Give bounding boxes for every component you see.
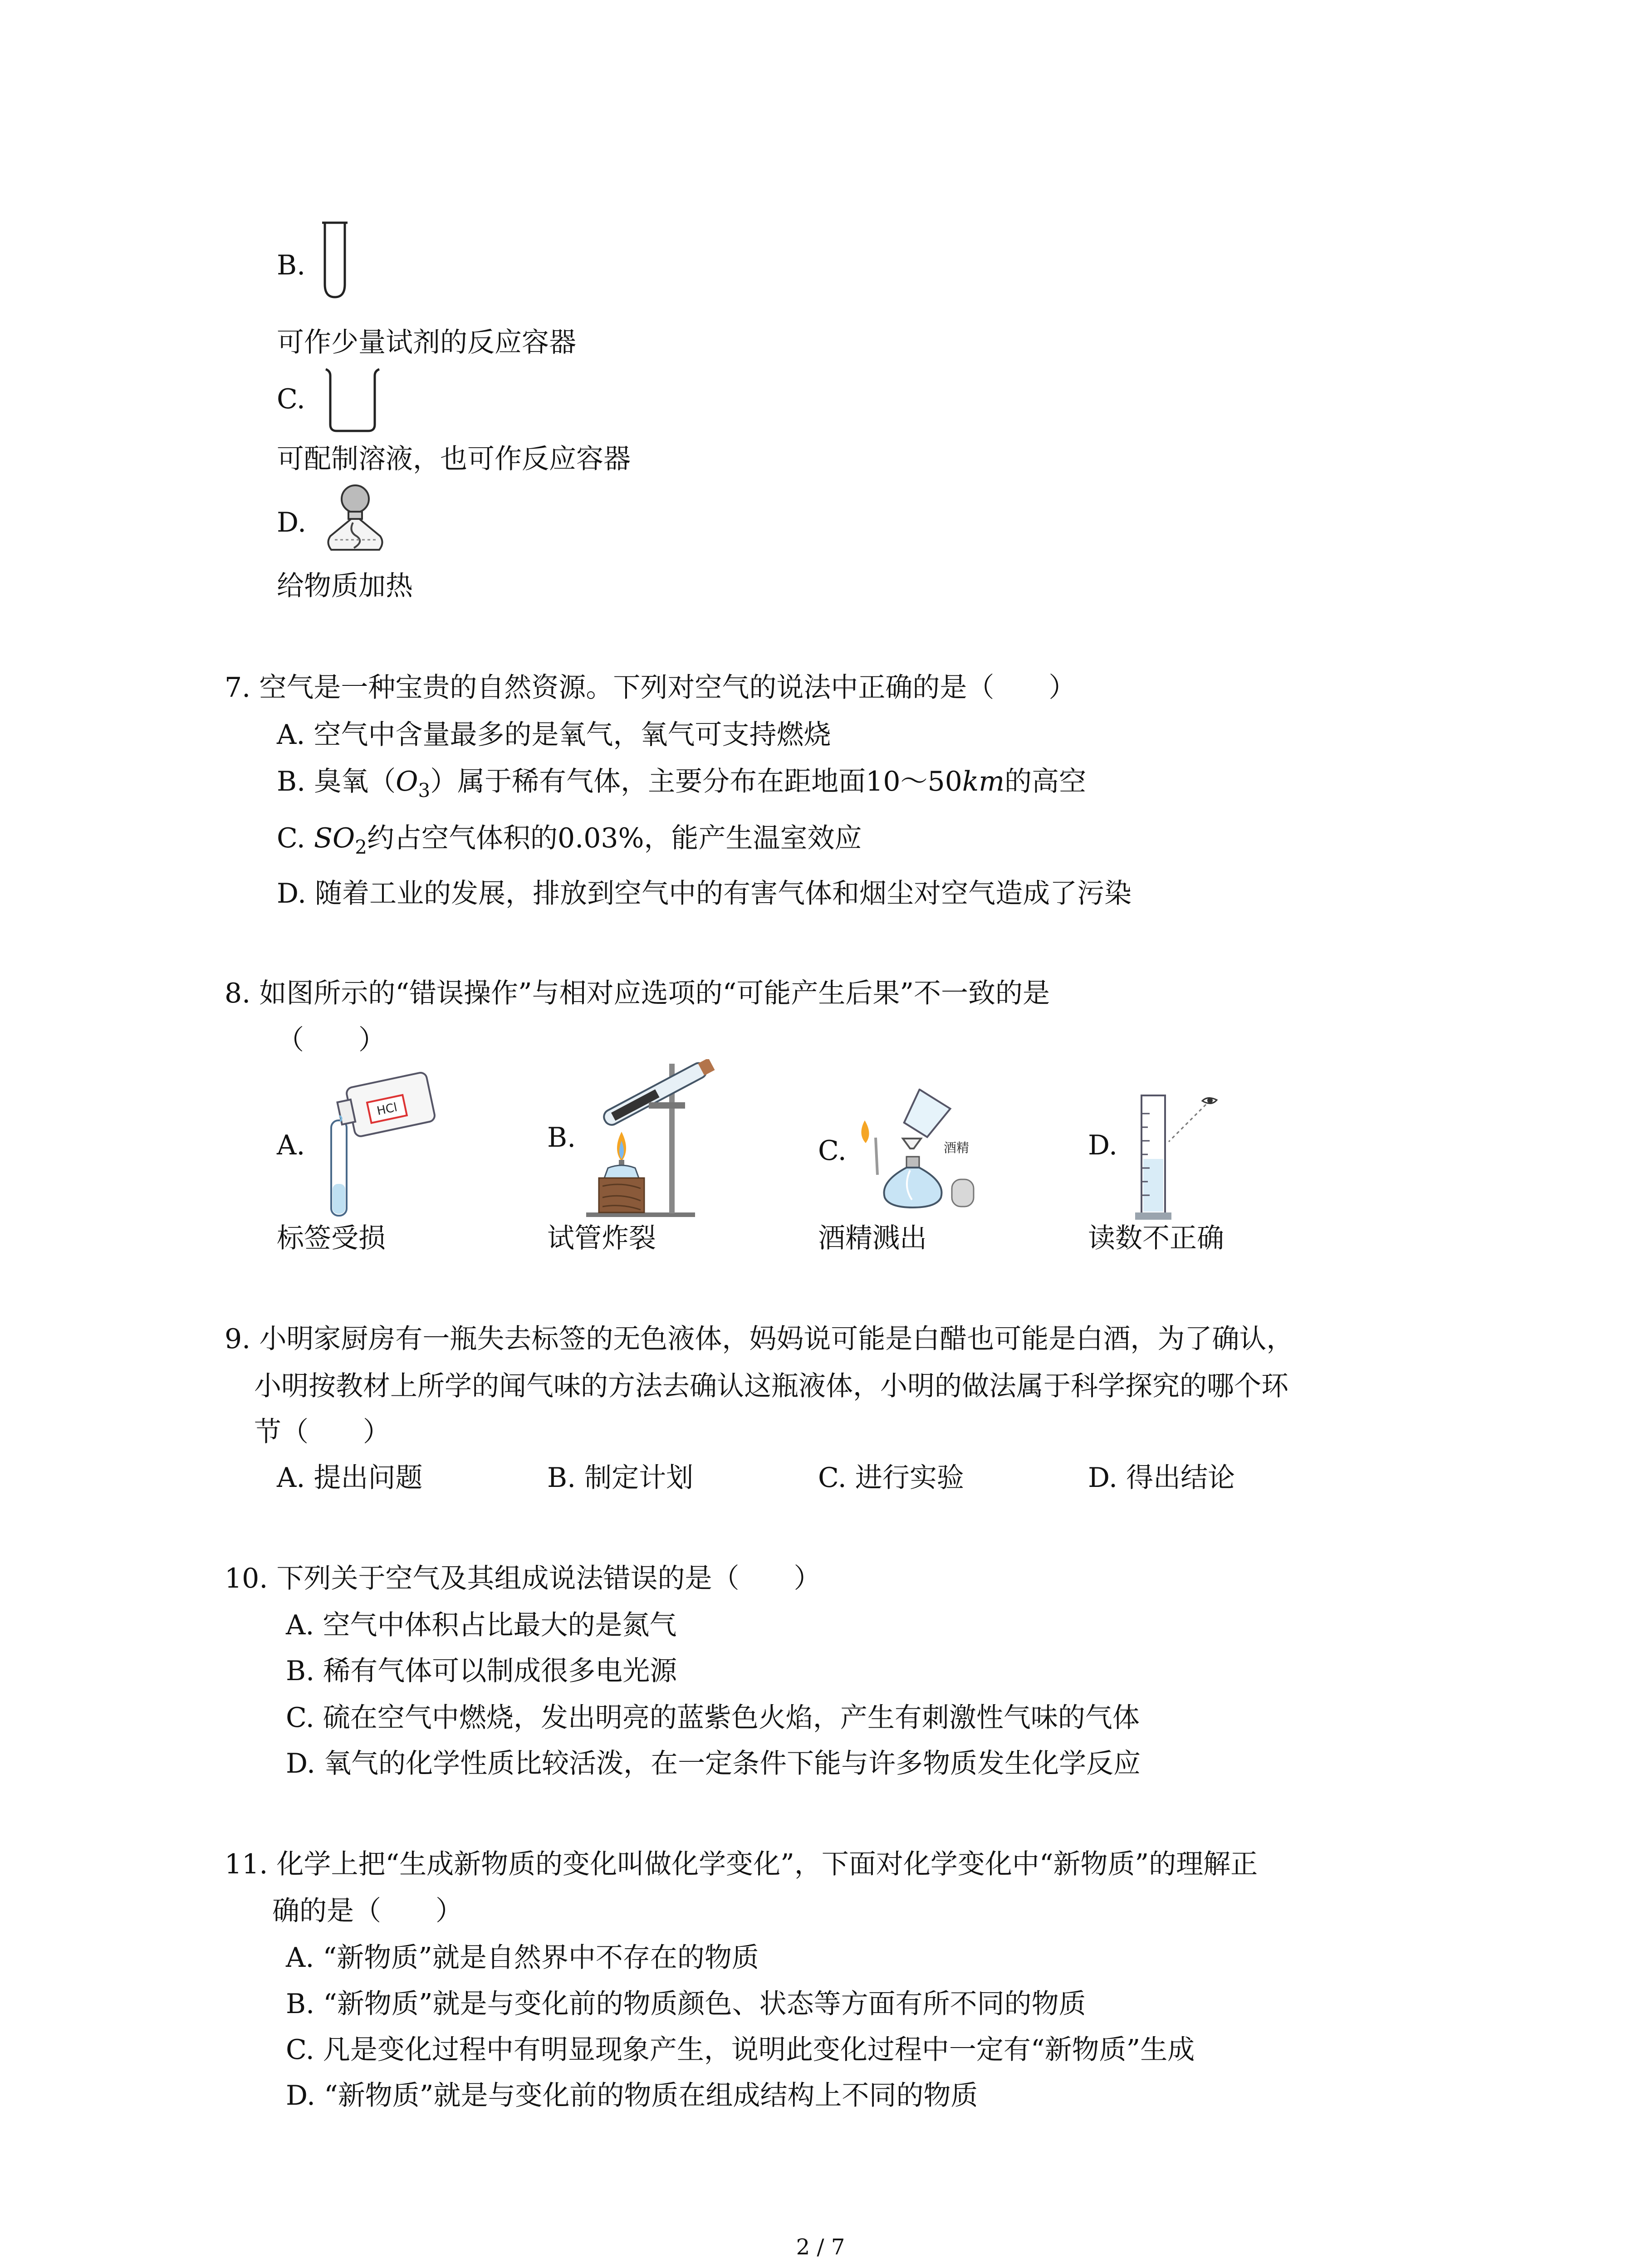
q6-option-b-letter: B. [277,249,306,281]
q8-option-d-caption: 读数不正确 [1088,1222,1224,1254]
q11-option-b: B. “新物质”就是与变化前的物质颜色、状态等方面有所不同的物质 [286,1988,1086,2020]
q8-option-d-letter: D. [1088,1129,1118,1161]
q7-option-c-suffix: 约占空气体积的0.03%，能产生温室效应 [367,822,862,854]
q9-stem-line2: 小明按教材上所学的闻气味的方法去确认这瓶液体，小明的做法属于科学探究的哪个环 [254,1370,1288,1402]
q10-option-a: A. 空气中体积占比最大的是氮气 [286,1609,677,1641]
q11-option-d: D. “新物质”就是与变化前的物质在组成结构上不同的物质 [286,2080,978,2112]
q10-option-b: B. 稀有气体可以制成很多电光源 [286,1655,677,1687]
lighting-alcohol-lamp-icon [853,1089,985,1211]
q9-option-b: B. 制定计划 [547,1462,694,1494]
test-tube-icon [321,221,348,300]
q9-option-d: D. 得出结论 [1088,1462,1235,1494]
q7-option-d: D. 随着工业的发展，排放到空气中的有害气体和烟尘对空气造成了污染 [277,878,1132,909]
q8-stem-line1: 8. 如图所示的“错误操作”与相对应选项的“可能产生后果”不一致的是 [225,978,1050,1009]
q9-stem-line3: 节（ ） [254,1416,390,1448]
q10-stem: 10. 下列关于空气及其组成说法错误的是（ ） [225,1563,821,1594]
ozone-subscript: 3 [418,779,431,802]
q7-option-b-prefix: B. 臭氧（ [277,766,396,797]
q11-stem-line1: 11. 化学上把“生成新物质的变化叫做化学变化”，下面对化学变化中“新物质”的理解正 [225,1848,1258,1880]
q8-option-a-caption: 标签受损 [277,1222,386,1254]
ozone-formula: O [396,766,418,797]
q6-option-d-desc: 给物质加热 [277,570,413,602]
q9-option-c: C. 进行实验 [818,1462,964,1494]
so2-subscript: 2 [355,836,367,858]
q8-option-a-letter: A. [277,1129,305,1161]
beaker-icon [323,367,382,435]
q6-option-c-letter: C. [277,383,305,415]
heating-test-tube-icon [581,1059,730,1222]
q9-option-a: A. 提出问题 [277,1462,423,1494]
q11-option-a: A. “新物质”就是自然界中不存在的物质 [286,1942,759,1974]
q8-option-c-letter: C. [818,1135,847,1167]
pouring-reagent-bottle-icon [313,1070,440,1225]
hcl-label: HCl [376,1100,399,1119]
q11-stem-line2: 确的是（ ） [272,1895,463,1927]
q6-option-c-desc: 可配制溶液，也可作反应容器 [277,443,631,475]
q8-stem-line2: （ ） [277,1024,386,1056]
q6-option-d-letter: D. [277,507,307,538]
q7-option-b-suffix: 的高空 [1004,766,1087,797]
q7-option-a: A. 空气中含量最多的是氧气，氧气可支持燃烧 [277,719,831,751]
so2-formula: SO [314,822,355,854]
q6-option-b-desc: 可作少量试剂的反应容器 [277,327,576,358]
q7-option-b [277,768,1086,800]
q8-option-b-caption: 试管炸裂 [547,1222,656,1254]
graduated-cylinder-reading-icon [1130,1091,1239,1227]
q11-option-c: C. 凡是变化过程中有明显现象产生，说明此变化过程中一定有“新物质”生成 [286,2034,1195,2066]
q7-stem: 7. 空气是一种宝贵的自然资源。下列对空气的说法中正确的是（ ） [225,672,1076,704]
alcohol-label: 酒精 [944,1140,970,1155]
q7-option-c-prefix: C. [277,822,314,854]
km-unit: km [962,766,1005,797]
q9-stem-line1: 9. 小明家厨房有一瓶失去标签的无色液体，妈妈说可能是白醋也可能是白酒，为了确认， [225,1323,1294,1355]
q8-option-b-letter: B. [547,1122,576,1154]
alcohol-lamp-icon [321,482,389,559]
page-number: 2 / 7 [796,2234,845,2260]
q7-option-c [277,822,862,858]
q7-option-b-middle: ）属于稀有气体，主要分布在距地面10～50 [430,766,962,797]
q8-option-c-caption: 酒精溅出 [818,1222,927,1254]
q10-option-d: D. 氧气的化学性质比较活泼，在一定条件下能与许多物质发生化学反应 [286,1748,1141,1779]
q10-option-c: C. 硫在空气中燃烧，发出明亮的蓝紫色火焰，产生有刺激性气味的气体 [286,1702,1140,1734]
